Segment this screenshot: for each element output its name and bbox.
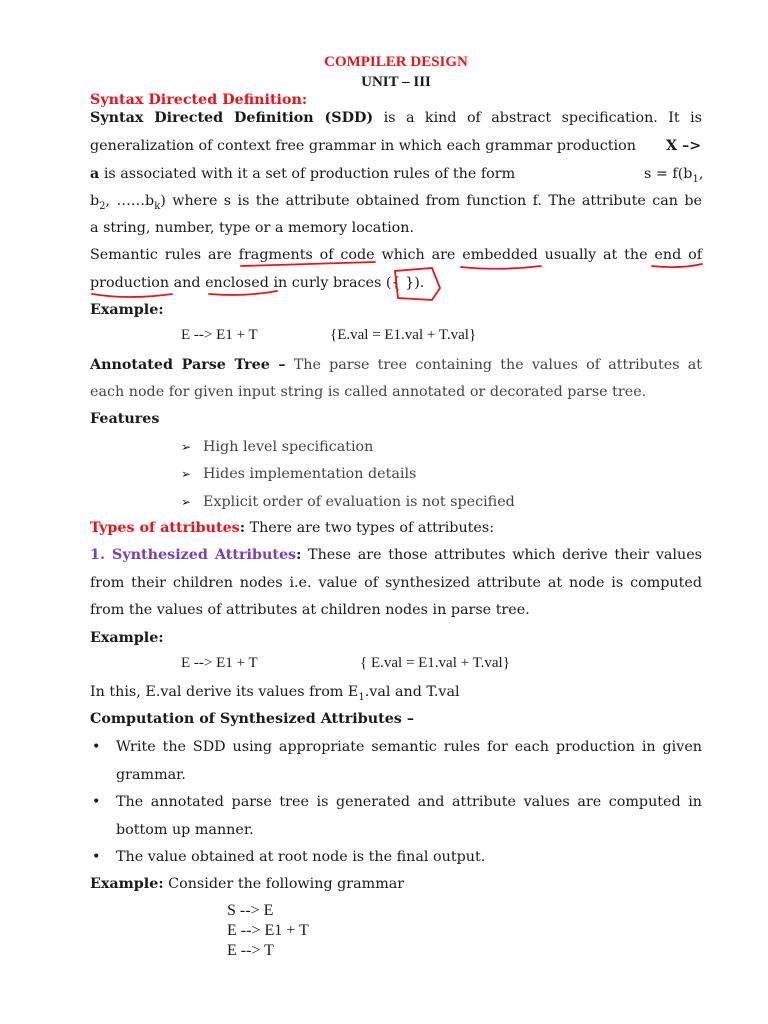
computation-heading: Computation of Synthesized Attributes – [90,711,414,727]
example-label-2: Example: [90,630,164,646]
computation-item-1-line-2: grammar. [116,767,186,783]
bk-text: , ……b [105,193,155,209]
example2-text: Consider the following grammar [168,876,405,892]
semantic-text-and: and [173,275,201,291]
apt-line-1-text: The parse tree containing the values of attributes at [293,357,702,373]
grammar-rule-3: E --> T [227,942,274,959]
sdd-line-3-text: is associated with it a set of production rules of the form [103,166,516,182]
feature-item-2: Hides implementation details [203,466,417,482]
example-production-2: E --> E1 + T [181,655,258,671]
bk-sub: k [154,200,161,212]
apt-line-1 [90,355,702,375]
sdd-line-2 [90,136,636,156]
example-production-1: E --> E1 + T [181,327,258,343]
synth-line-1-text: These are those attributes which derive their values [308,547,702,563]
semantic-line-1 [90,245,702,265]
types-colon: : [239,520,246,536]
types-heading: Types of attributes [90,520,240,536]
example-label-1: Example: [90,302,164,318]
function-formula [644,164,703,190]
sdd-heading: Syntax Directed Definition: [90,92,308,108]
features-heading: Features [90,411,160,427]
computation-item-2-line-1: The annotated parse tree is generated and attribute values are computed in [116,794,702,810]
synth-note-sub: 1 [358,691,365,703]
computation-item-3: The value obtained at root node is the final output. [116,849,486,865]
example2-line [90,874,404,894]
synth-heading: 1. Synthesized Attributes [90,547,297,563]
underlined-fragments-of-code: fragments of code [238,247,375,263]
underlined-embedded: embedded [462,247,538,263]
production-a: a [90,166,100,182]
grammar-rule-2: E --> E1 + T [227,922,309,939]
sdd-line-1-text: is a kind of abstract specification. It is [383,110,703,126]
example-rule-1: {E.val = E1.val + T.val} [330,327,477,343]
semantic-text-b: which are [381,247,456,263]
computation-item-1-line-1: Write the SDD using appropriate semantic rules for each production in given [116,739,702,755]
semantic-text-c: usually at the [544,247,648,263]
feature-item-1: High level specification [203,439,374,455]
sdd-line-2-text: generalization of context free grammar in which each grammar production [90,138,636,154]
sdd-line-5: a string, number, type or a memory location. [90,220,415,236]
synth-note-text: In this, E.val derive its values from E [90,684,359,700]
unit-title: UNIT – III [361,74,431,90]
synth-line-2: from their children nodes i.e. value of synthesized attribute at node is computed [90,575,702,591]
semantic-line-2 [90,273,424,293]
semantic-text-a: Semantic rules are [90,247,232,263]
production-symbol: X –> [666,138,702,154]
sdd-line-4-text: ) where s is the attribute obtained from function f. The attribute can be [160,193,702,209]
sdd-line-1 [90,108,702,128]
curly-braces: ({ }). [385,275,425,291]
formula-end: , [698,166,704,182]
semantic-text-curly: in curly braces [273,275,382,291]
formula-text: s = f(b [644,166,693,182]
synth-note-end: .val and T.val [364,684,460,700]
synth-line-3: from the values of attributes at children nodes in parse tree. [90,602,530,618]
b2-sub: 2 [99,200,106,212]
types-line [90,518,494,538]
underlined-end-of: end of [654,247,702,263]
course-title: COMPILER DESIGN [324,54,468,70]
grammar-rule-1: S --> E [227,902,274,919]
example-label-3: Example: [90,876,164,892]
arrow-bullet-icon: ➢ [181,467,192,481]
underlined-enclosed: enclosed [205,275,269,291]
types-text: There are two types of attributes: [249,520,495,536]
sdd-term: Syntax Directed Definition (SDD) [90,110,374,126]
arrow-bullet-icon: ➢ [181,495,192,509]
underline-stroke [92,294,172,297]
bullet-icon: • [92,849,101,865]
underline-stroke [461,266,541,269]
synth-note [90,682,460,708]
bullet-icon: • [92,794,101,810]
arrow-bullet-icon: ➢ [181,440,192,454]
synth-colon: : [296,547,302,563]
apt-line-2: each node for given input string is called annotated or decorated parse tree. [90,384,647,400]
bullet-icon: • [92,739,101,755]
sdd-line-4 [90,191,702,217]
b2-text: b [90,193,100,209]
formula-sub: 1 [692,173,699,185]
synth-line-1 [90,545,702,565]
sdd-line-3 [90,164,515,184]
apt-term: Annotated Parse Tree – [90,357,286,373]
computation-item-2-line-2: bottom up manner. [116,822,254,838]
underlined-production: production [90,275,170,291]
feature-item-3: Explicit order of evaluation is not specified [203,494,515,510]
example-rule-2: { E.val = E1.val + T.val} [360,655,510,671]
